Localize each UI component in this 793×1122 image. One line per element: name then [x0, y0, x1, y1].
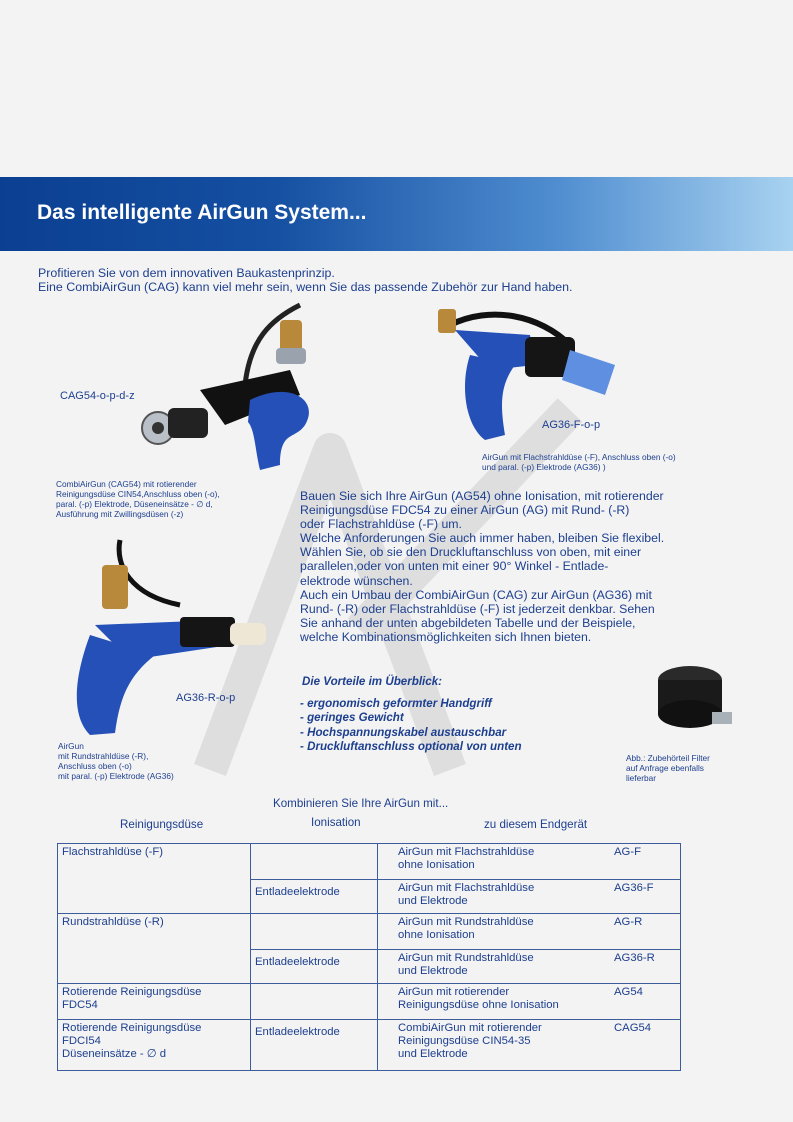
device-line: ohne Ionisation	[398, 929, 475, 941]
device-description	[398, 882, 534, 908]
intro-line-1: Profitieren Sie von dem innovativen Baukastenprinzip.	[38, 266, 335, 280]
description-text	[300, 489, 730, 644]
cell-device	[378, 984, 681, 1020]
advantage-item: - Druckluftanschluss optional von unten	[300, 739, 522, 753]
combination-table	[57, 843, 681, 1071]
table-row	[58, 914, 681, 950]
ag36-r-caption-line: AirGun	[58, 741, 84, 751]
device-line: und Elektrode	[398, 1048, 468, 1060]
cag54-label: CAG54-o-p-d-z	[60, 390, 135, 402]
intro-line-2: Eine CombiAirGun (CAG) kann viel mehr sein, wenn Sie das passende Zubehör zur Hand haben.	[38, 280, 573, 294]
cag54-caption-line: Ausführung mit Zwillingsdüsen (-z)	[56, 509, 184, 519]
device-code: AG36-R	[614, 952, 655, 964]
device-line: AirGun mit Rundstrahldüse	[398, 952, 534, 964]
ag36-f-label: AG36-F-o-p	[542, 419, 601, 431]
filter-caption-line: lieferbar	[626, 773, 656, 783]
column-header-device: zu diesem Endgerät	[484, 818, 588, 831]
intro-text	[38, 266, 572, 294]
table-row	[58, 984, 681, 1020]
cell-device	[378, 880, 681, 914]
description-line: Auch ein Umbau der CombiAirGun (CAG) zur AirGun (AG36) mit	[300, 587, 652, 602]
description-line: Sie anhand der unten abgebildeten Tabelle und der Beispiele,	[300, 615, 636, 630]
ag36-r-caption-line: mit Rundstrahldüse (-R),	[58, 751, 149, 761]
page-title: Das intelligente AirGun System...	[37, 201, 367, 224]
device-line: Reinigungsdüse ohne Ionisation	[398, 999, 559, 1011]
advantages-list	[300, 697, 522, 754]
cag54-gun-image	[130, 300, 330, 470]
cell-device	[378, 844, 681, 880]
device-code: AG54	[614, 986, 643, 998]
device-description	[398, 1022, 542, 1061]
cell-nozzle-line: Rotierende Reinigungsdüse	[62, 1022, 202, 1034]
device-line: AirGun mit rotierender	[398, 986, 510, 998]
device-line: und Elektrode	[398, 965, 468, 977]
device-code: CAG54	[614, 1022, 652, 1034]
title-banner	[0, 177, 793, 251]
cell-nozzle-line: Rundstrahldüse (-R)	[62, 916, 164, 928]
cag54-caption-line: CombiAirGun (CAG54) mit rotierender	[56, 479, 197, 489]
description-line: parallelen,oder von unten mit einer 90° Winkel - Entlade-	[300, 559, 609, 574]
filter-caption-line: Abb.: Zubehörteil Filter	[626, 753, 710, 763]
device-line: Reinigungsdüse CIN54-35	[398, 1035, 531, 1047]
cag54-caption	[56, 479, 220, 519]
device-code: AG-F	[614, 846, 641, 858]
cell-ionisation	[251, 914, 378, 950]
cell-ionisation	[251, 984, 378, 1020]
cell-ionisation: Entladeelektrode	[251, 1020, 378, 1071]
cell-ionisation	[251, 844, 378, 880]
ag36-r-label: AG36-R-o-p	[176, 692, 236, 704]
table-intro: Kombinieren Sie Ihre AirGun mit...	[273, 797, 449, 810]
column-header-ionisation: Ionisation	[311, 816, 361, 829]
advantages-title: Die Vorteile im Überblick:	[302, 675, 443, 688]
cell-nozzle	[58, 844, 251, 914]
description-line: Reinigungsdüse FDC54 zu einer AirGun (AG) mit Rund- (-R)	[300, 503, 630, 518]
device-line: AirGun mit Flachstrahldüse	[398, 882, 535, 894]
cell-nozzle-line: FDCI54	[62, 1035, 101, 1047]
description-line: Rund- (-R) oder Flachstrahldüse (-F) ist jederzeit denkbar. Sehen	[300, 601, 655, 616]
description-line: oder Flachstrahldüse (-F) um.	[300, 517, 462, 532]
filter-accessory-image	[650, 660, 740, 740]
device-line: ohne Ionisation	[398, 859, 475, 871]
filter-caption-line: auf Anfrage ebenfalls	[626, 763, 704, 773]
cell-ionisation: Entladeelektrode	[251, 950, 378, 984]
ag36-r-caption	[58, 741, 174, 781]
ag36-r-caption-line: mit paral. (-p) Elektrode (AG36)	[58, 771, 174, 781]
advantage-item: - ergonomisch geformter Handgriff	[300, 697, 492, 710]
column-header-nozzle: Reinigungsdüse	[120, 818, 204, 831]
ag36-r-gun-image	[70, 535, 270, 740]
cell-nozzle	[58, 984, 251, 1020]
cag54-caption-line: Reinigungsdüse CIN54,Anschluss oben (-o),	[56, 489, 220, 499]
description-line: Bauen Sie sich Ihre AirGun (AG54) ohne Ionisation, mit rotierender	[300, 489, 664, 503]
cell-nozzle-line: Rotierende Reinigungsdüse	[62, 986, 202, 998]
cell-nozzle-line: FDC54	[62, 999, 98, 1011]
ag36-r-caption-line: Anschluss oben (-o)	[58, 761, 132, 771]
device-line: AirGun mit Flachstrahldüse	[398, 846, 535, 858]
device-line: und Elektrode	[398, 895, 468, 907]
description-line: Wählen Sie, ob sie den Druckluftanschluss von oben, mit einer	[300, 545, 642, 560]
cell-ionisation: Entladeelektrode	[251, 880, 378, 914]
cell-device	[378, 914, 681, 950]
table-row	[58, 1020, 681, 1071]
device-description	[398, 986, 559, 1012]
filter-caption	[626, 753, 710, 783]
device-description	[398, 846, 534, 872]
device-line: AirGun mit Rundstrahldüse	[398, 916, 534, 928]
advantage-item: - Hochspannungskabel austauschbar	[300, 725, 507, 739]
description-line: elektrode wünschen.	[300, 573, 413, 588]
device-description	[398, 916, 534, 942]
advantage-item: - geringes Gewicht	[300, 711, 404, 725]
description-line: welche Kombinationsmöglichkeiten sich Ihnen bieten.	[300, 629, 592, 644]
device-code: AG36-F	[614, 882, 654, 894]
cell-nozzle	[58, 914, 251, 984]
description-line: Welche Anforderungen Sie auch immer haben, bleiben Sie flexibel.	[300, 531, 665, 546]
ag36-f-caption-line: und paral. (-p) Elektrode (AG36) )	[482, 462, 606, 472]
device-line: CombiAirGun mit rotierender	[398, 1022, 542, 1034]
cag54-caption-line: paral. (-p) Elektrode, Düseneinsätze - ∅ d,	[56, 499, 213, 509]
device-code: AG-R	[614, 916, 643, 928]
table-row	[58, 844, 681, 880]
cell-device	[378, 950, 681, 984]
cell-nozzle	[58, 1020, 251, 1071]
ag36-f-caption	[482, 452, 676, 472]
cell-nozzle-line: Düseneinsätze - ∅ d	[62, 1048, 167, 1060]
ag36-f-caption-line: AirGun mit Flachstrahldüse (-F), Anschluss oben (-o)	[482, 452, 676, 462]
device-description	[398, 952, 534, 978]
cell-nozzle-line: Flachstrahldüse (-F)	[62, 846, 164, 858]
cell-device	[378, 1020, 681, 1071]
